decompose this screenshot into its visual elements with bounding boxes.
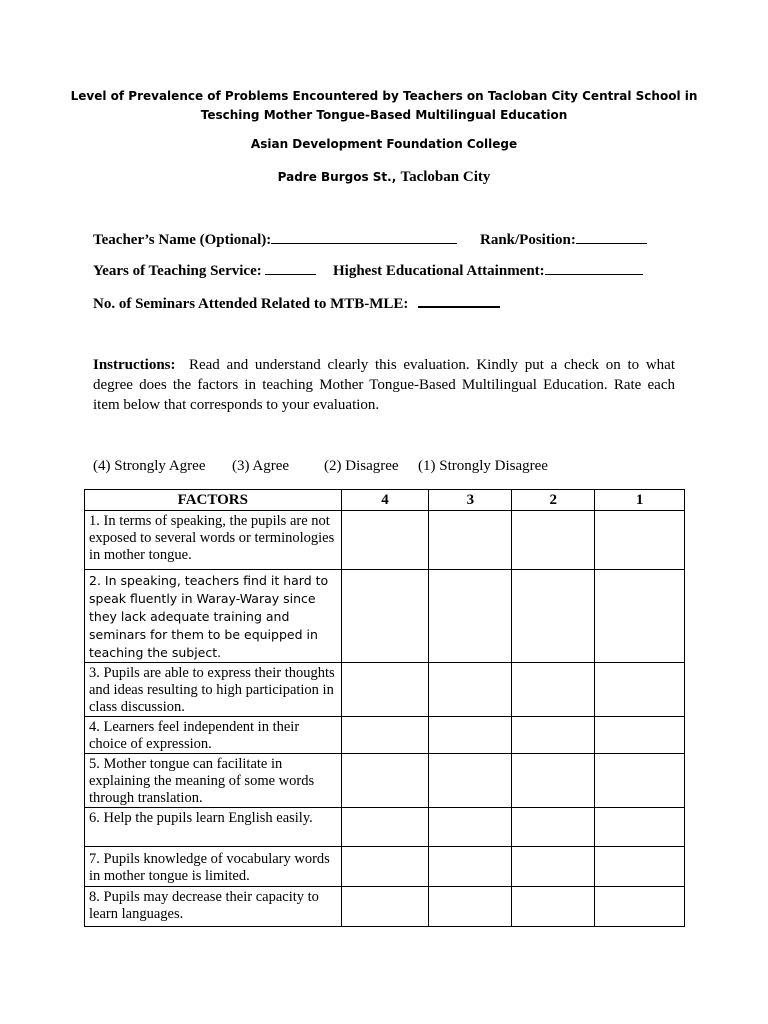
scale-strongly-agree: (4) Strongly Agree: [93, 458, 206, 474]
rating-cell-3[interactable]: [429, 570, 512, 663]
instructions: [93, 355, 675, 415]
title-line-1: Level of Prevalence of Problems Encountered by Teachers on Tacloban City Central School in: [70, 89, 698, 103]
rating-cell-1[interactable]: [595, 511, 685, 570]
document-title: [60, 87, 708, 125]
years-blank[interactable]: [265, 262, 316, 275]
rating-cell-2[interactable]: [512, 754, 595, 808]
rank-label: Rank/Position:: [480, 232, 576, 248]
rating-cell-2[interactable]: [512, 887, 595, 927]
factor-text: 5. Mother tongue can facilitate in explaining the meaning of some words through translation.: [85, 754, 342, 808]
factor-text: 7. Pupils knowledge of vocabulary words in mother tongue is limited.: [85, 847, 342, 887]
rating-cell-4[interactable]: [341, 754, 429, 808]
header-rating-4: 4: [341, 490, 429, 511]
factor-text: 3. Pupils are able to express their thoughts and ideas resulting to high participation in class discussion.: [85, 663, 342, 717]
years-row: [93, 262, 316, 280]
rating-cell-4[interactable]: [341, 847, 429, 887]
rating-cell-2[interactable]: [512, 570, 595, 663]
table-row: [85, 808, 685, 847]
teacher-name-row: [93, 231, 457, 249]
rating-cell-1[interactable]: [595, 754, 685, 808]
rating-cell-3[interactable]: [429, 663, 512, 717]
table-row: [85, 847, 685, 887]
factor-text: 8. Pupils may decrease their capacity to learn languages.: [85, 887, 342, 927]
address-city: Tacloban City: [400, 169, 491, 185]
rating-cell-3[interactable]: [429, 887, 512, 927]
years-label: Years of Teaching Service:: [93, 263, 262, 279]
teacher-name-blank[interactable]: [271, 231, 457, 244]
rating-cell-4[interactable]: [341, 717, 429, 754]
rating-cell-2[interactable]: [512, 663, 595, 717]
rating-cell-4[interactable]: [341, 663, 429, 717]
seminars-row: [93, 294, 500, 313]
rating-cell-1[interactable]: [595, 887, 685, 927]
title-line-2: Tesching Mother Tongue-Based Multilingual Education: [200, 108, 568, 122]
rank-blank[interactable]: [576, 231, 647, 244]
factors-table: [84, 489, 685, 927]
teacher-name-label: Teacher’s Name (Optional):: [93, 232, 272, 248]
rating-cell-1[interactable]: [595, 808, 685, 847]
header-rating-2: 2: [512, 490, 595, 511]
table-row: [85, 754, 685, 808]
header-rating-3: 3: [429, 490, 512, 511]
instructions-text: Read and understand clearly this evaluation. Kindly put a check on to what degree does the factors in teaching Mother Tongue-Based Multilingual Education. Rate each item below that corresponds to your evaluation.: [93, 357, 676, 413]
factor-text: 2. In speaking, teachers find it hard to speak fluently in Waray-Waray since they lack adequate training and seminars for them to be equipped in teaching the subject.: [85, 570, 342, 663]
school-address: [60, 169, 708, 186]
table-row: [85, 570, 685, 663]
rating-cell-1[interactable]: [595, 847, 685, 887]
factor-text: 4. Learners feel independent in their choice of expression.: [85, 717, 342, 754]
seminars-label: No. of Seminars Attended Related to MTB-MLE:: [93, 296, 409, 312]
school-name: Asian Development Foundation College: [250, 137, 518, 151]
rating-cell-1[interactable]: [595, 717, 685, 754]
rank-row: [480, 231, 647, 249]
rating-cell-3[interactable]: [429, 511, 512, 570]
factor-text: 6. Help the pupils learn English easily.: [85, 808, 342, 847]
education-blank[interactable]: [545, 262, 643, 275]
education-row: [333, 262, 643, 280]
rating-cell-3[interactable]: [429, 808, 512, 847]
seminars-blank[interactable]: [418, 294, 500, 308]
header-rating-1: 1: [595, 490, 685, 511]
rating-cell-4[interactable]: [341, 887, 429, 927]
education-label: Highest Educational Attainment:: [333, 263, 545, 279]
scale-agree: (3) Agree: [232, 458, 290, 474]
rating-cell-1[interactable]: [595, 663, 685, 717]
rating-cell-2[interactable]: [512, 511, 595, 570]
table-row: [85, 887, 685, 927]
scale-strongly-disagree: (1) Strongly Disagree: [418, 458, 548, 474]
rating-cell-4[interactable]: [341, 808, 429, 847]
rating-cell-2[interactable]: [512, 808, 595, 847]
table-header-row: [85, 490, 685, 511]
rating-cell-1[interactable]: [595, 570, 685, 663]
table-row: [85, 511, 685, 570]
rating-cell-2[interactable]: [512, 717, 595, 754]
rating-cell-4[interactable]: [341, 570, 429, 663]
factor-text: 1. In terms of speaking, the pupils are not exposed to several words or terminologies in mother tongue.: [85, 511, 342, 570]
table-row: [85, 717, 685, 754]
rating-cell-3[interactable]: [429, 717, 512, 754]
rating-cell-4[interactable]: [341, 511, 429, 570]
instructions-label: Instructions:: [93, 357, 176, 373]
header-factors: FACTORS: [85, 490, 342, 511]
scale-disagree: (2) Disagree: [324, 458, 399, 474]
rating-cell-3[interactable]: [429, 847, 512, 887]
address-street: Padre Burgos St.,: [277, 170, 397, 184]
rating-cell-2[interactable]: [512, 847, 595, 887]
table-row: [85, 663, 685, 717]
rating-cell-3[interactable]: [429, 754, 512, 808]
